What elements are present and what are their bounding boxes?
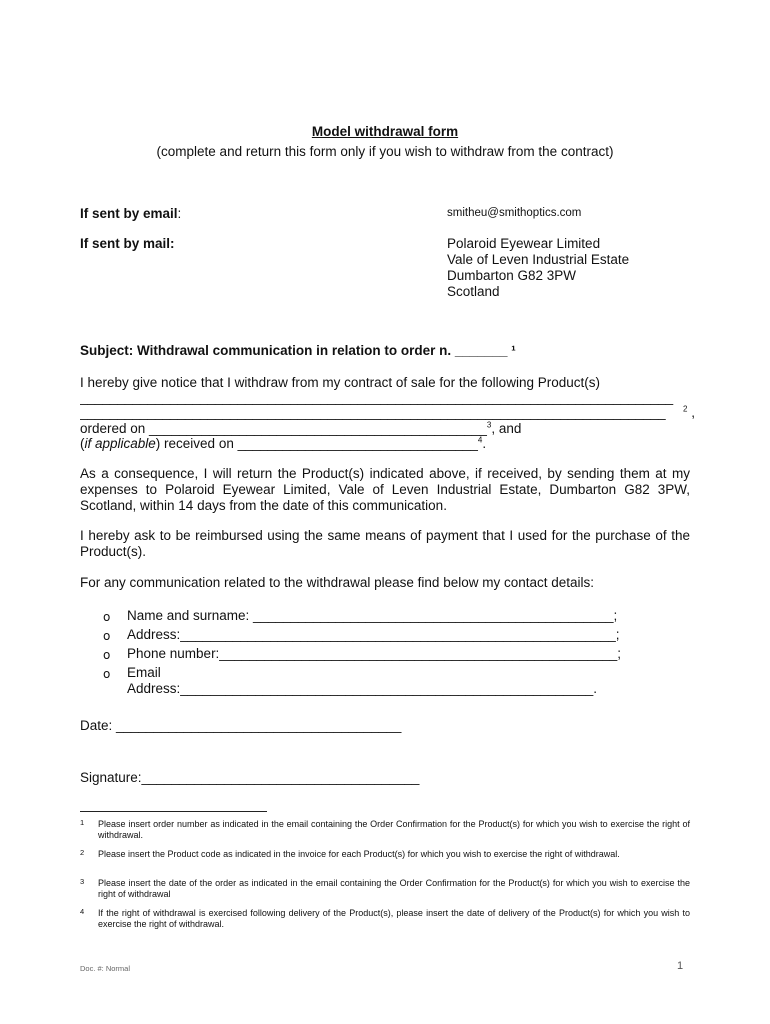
footnote-number: 3 <box>80 877 85 886</box>
address-line: Scotland <box>447 284 500 299</box>
reimburse-paragraph: I hereby ask to be reimbursed using the same means of payment that I used for the purchase of the Product(s). <box>80 528 690 559</box>
address-field-line: Address:__________________________________________________________; <box>127 627 620 642</box>
doc-classification: Doc. #: Normal <box>80 964 131 973</box>
address-line: Vale of Leven Industrial Estate <box>447 252 630 267</box>
address-line: Dumbarton G82 3PW <box>447 268 577 283</box>
page-number: 1 <box>677 960 684 972</box>
email-field-label: Email <box>127 665 161 680</box>
footnote-text: Please insert order number as indicated in the email containing the Order Confirmation for the Product(s) for which you wish to exercise the right of withdrawal. <box>98 819 690 841</box>
notice-intro: I hereby give notice that I withdraw from my contract of sale for the following Product(s) <box>80 375 600 390</box>
subject-line: Subject: Withdrawal communication in relation to order n. _______ ¹ <box>80 343 516 358</box>
footnote-text: If the right of withdrawal is exercised following delivery of the Product(s), please insert the date of delivery of the Product(s) for which you wish to exercise the right of withdrawal. <box>98 908 690 930</box>
email-field-line: Address:_______________________________________________________. <box>127 681 597 696</box>
ordered-on-line: ordered on _____________________________________________$^3$, and <box>80 420 522 436</box>
received-on-line: (if applicable) received on ________________________________$^4$. <box>80 435 487 451</box>
footnote-number: 2 <box>80 848 85 857</box>
product-blank-line: _______________________________________________________________________________ <box>80 390 674 405</box>
footnote-text: Please insert the date of the order as indicated in the email containing the Order Confirmation for the Product(s) for which you wish to exercise the right of withdrawal <box>98 878 690 900</box>
product-blank-line: ______________________________________________________________________________ $^2$ , <box>80 404 695 420</box>
page-subtitle: (complete and return this form only if you wish to withdraw from the contract) <box>156 144 614 159</box>
signature-line: Signature:_____________________________________ <box>80 770 420 785</box>
bullet-icon: o <box>103 629 111 643</box>
phone-field-line: Phone number:_____________________________________________________; <box>127 646 621 661</box>
email-label: If sent by email: <box>80 206 182 221</box>
footnote-text: Please insert the Product code as indicated in the invoice for each Product(s) for which you wish to exercise the right of withdrawal. <box>98 849 620 859</box>
footnote-rule <box>80 811 267 812</box>
bullet-icon: o <box>103 610 111 624</box>
email-value: smitheu@smithoptics.com <box>447 207 582 219</box>
mail-label: If sent by mail: <box>80 236 175 251</box>
bullet-icon: o <box>103 648 111 662</box>
bullet-icon: o <box>103 667 111 681</box>
consequence-paragraph: As a consequence, I will return the Product(s) indicated above, if received, by sending them at my expenses to Polaroid Eyewear Limited, Vale of Leven Industrial Estate, Dumbarton G82 3PW, Scotland, within 14 days from the date of this communication. <box>80 466 690 513</box>
footnote-number: 4 <box>80 907 85 916</box>
page-title: Model withdrawal form <box>311 124 459 139</box>
date-line: Date: ______________________________________ <box>80 718 402 733</box>
contact-intro: For any communication related to the withdrawal please find below my contact details: <box>80 575 595 590</box>
name-field-line: Name and surname: ________________________________________________; <box>127 608 618 623</box>
address-line: Polaroid Eyewear Limited <box>447 236 601 251</box>
footnote-number: 1 <box>80 818 85 827</box>
